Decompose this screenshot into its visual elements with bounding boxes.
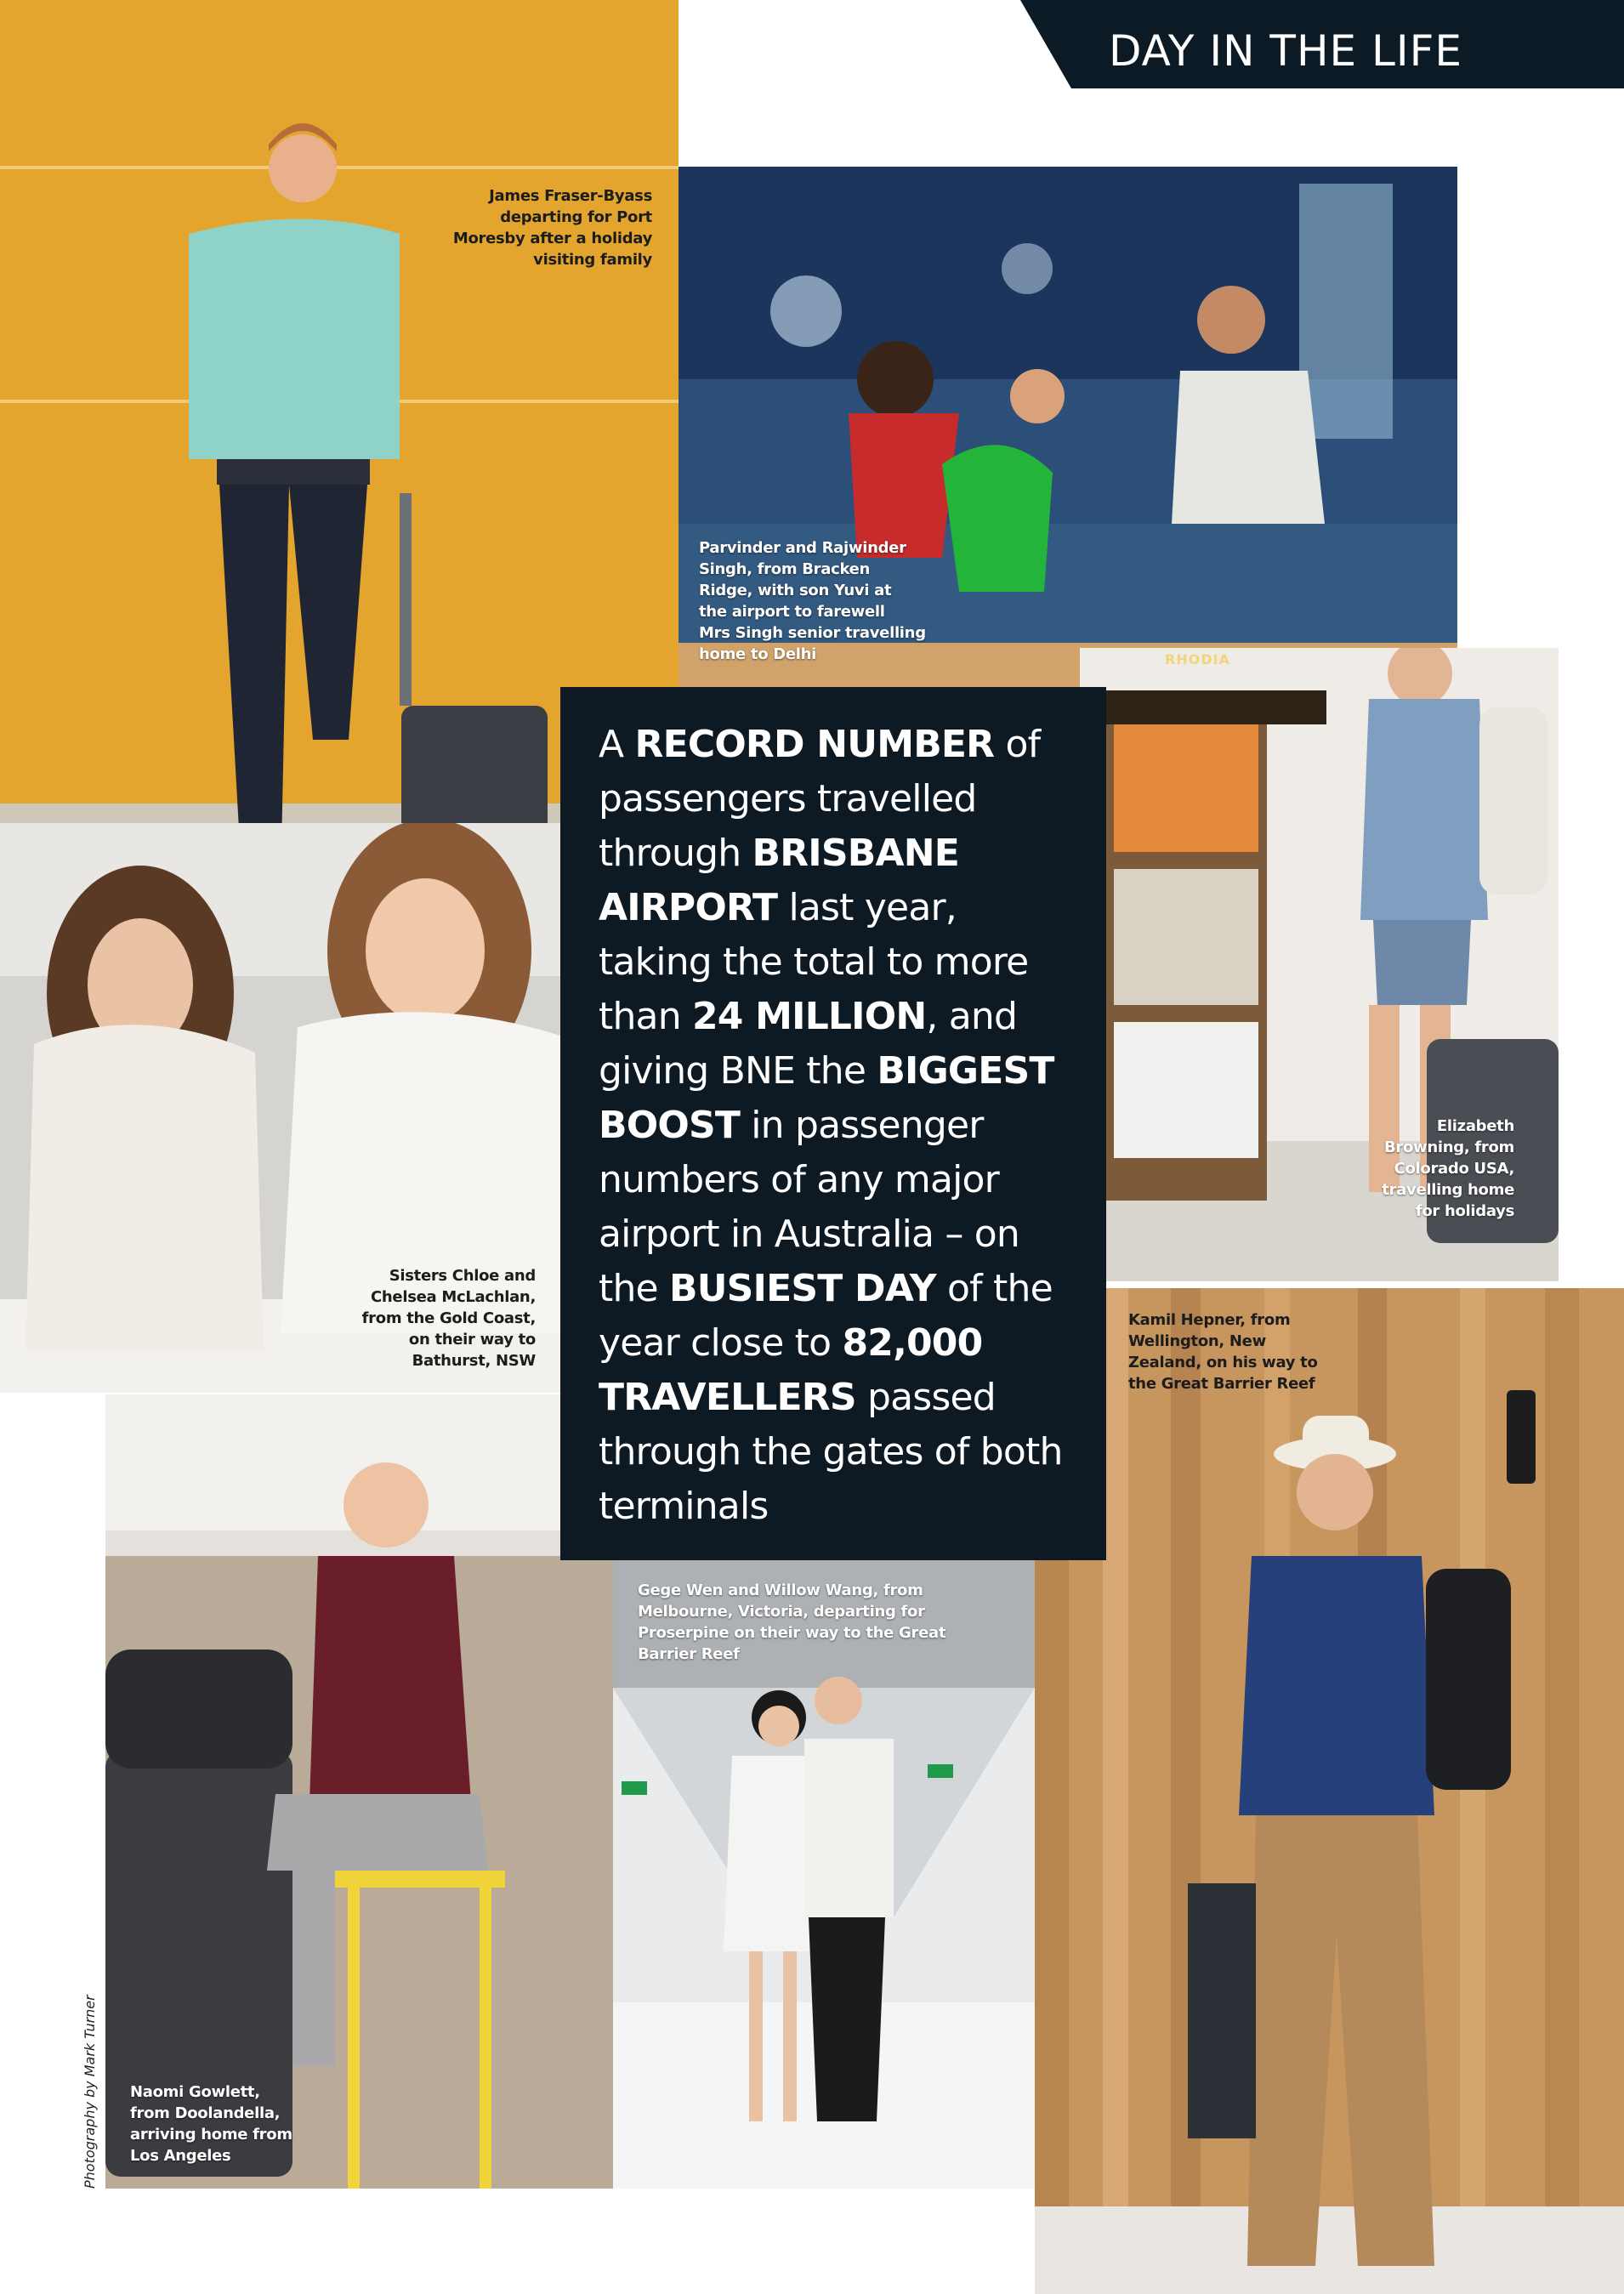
caption-line: arriving home from <box>130 2126 292 2144</box>
caption-line: Moresby after a holiday <box>452 230 652 247</box>
caption-line: Parvinder and Rajwinder <box>699 539 906 557</box>
caption-line: home to Delhi <box>699 645 817 663</box>
photo-credit: Photography by Mark Turner <box>82 1995 98 2189</box>
feature-text-record-number: RECORD NUMBER <box>634 723 995 766</box>
caption-elizabeth <box>1344 1116 1514 1222</box>
caption-line: Los Angeles <box>130 2147 231 2165</box>
caption-line: Mrs Singh senior travelling <box>699 624 926 642</box>
caption-line: Wellington, New <box>1128 1332 1266 1350</box>
caption-line: the airport to farewell <box>699 603 885 621</box>
caption-line: Naomi Gowlett, <box>130 2083 260 2101</box>
caption-mclachlan-sisters <box>332 1265 536 1371</box>
caption-james <box>380 185 652 270</box>
caption-line: Melbourne, Victoria, departing for <box>638 1603 925 1621</box>
feature-text-6: of the year close to <box>599 1267 1053 1365</box>
caption-line: Barrier Reef <box>638 1645 740 1663</box>
caption-line: travelling home <box>1382 1181 1514 1199</box>
caption-line: departing for Port <box>500 208 652 226</box>
caption-line: Chelsea McLachlan, <box>371 1288 536 1306</box>
feature-text-24-million: 24 MILLION <box>691 995 927 1038</box>
feature-statement-box <box>560 687 1106 1560</box>
caption-line: from Doolandella, <box>130 2104 281 2122</box>
caption-line: Gege Wen and Willow Wang, from <box>638 1581 923 1599</box>
caption-line: Colorado USA, <box>1394 1160 1514 1178</box>
caption-line: Elizabeth <box>1436 1117 1514 1135</box>
photo-kamil <box>1035 1288 1624 2294</box>
caption-line: Kamil Hepner, from <box>1128 1311 1291 1329</box>
caption-singh-family <box>699 537 945 665</box>
feature-text-5: in passenger numbers of any major airport in Australia – on the <box>599 1104 1019 1310</box>
caption-gege-willow <box>638 1580 978 1665</box>
caption-line: James Fraser-Byass <box>489 187 652 205</box>
photo-naomi-art <box>105 1394 613 2189</box>
feature-text-brisbane-airport: BRISBANE AIRPORT <box>599 832 960 929</box>
feature-text-7: passed through the gates of both terminals <box>599 1376 1063 1528</box>
feature-text-2: of passengers travelled through <box>599 723 1041 875</box>
caption-line: Singh, from Bracken <box>699 560 871 578</box>
feature-text-1: A <box>599 723 635 766</box>
caption-line: visiting family <box>533 251 652 269</box>
photo-naomi <box>105 1394 613 2189</box>
feature-text-biggest-boost: BIGGEST BOOST <box>599 1049 1054 1147</box>
section-title: DAY IN THE LIFE <box>1108 26 1462 76</box>
caption-line: Browning, from <box>1383 1138 1514 1156</box>
caption-line: Ridge, with son Yuvi at <box>699 582 892 599</box>
caption-line: Sisters Chloe and <box>389 1267 536 1285</box>
caption-kamil <box>1128 1309 1332 1394</box>
shop-sign: RHODIA <box>1165 651 1230 667</box>
feature-text-4: , and giving BNE the <box>599 995 1018 1093</box>
caption-line: from the Gold Coast, <box>361 1309 536 1327</box>
caption-line: Proserpine on their way to the Great <box>638 1624 946 1642</box>
photo-kamil-art <box>1035 1288 1624 2294</box>
feature-text-82000-travellers: 82,000 TRAVELLERS <box>599 1321 983 1419</box>
feature-text-busiest-day: BUSIEST DAY <box>669 1267 936 1310</box>
caption-line: Bathurst, NSW <box>412 1352 536 1370</box>
caption-line: for holidays <box>1415 1202 1514 1220</box>
feature-statement-text <box>599 723 1063 1528</box>
caption-naomi <box>130 2081 317 2166</box>
caption-line: on their way to <box>408 1331 536 1349</box>
caption-line: the Great Barrier Reef <box>1128 1375 1315 1393</box>
feature-text-3: last year, taking the total to more than <box>599 886 1029 1038</box>
caption-line: Zealand, on his way to <box>1128 1354 1318 1371</box>
